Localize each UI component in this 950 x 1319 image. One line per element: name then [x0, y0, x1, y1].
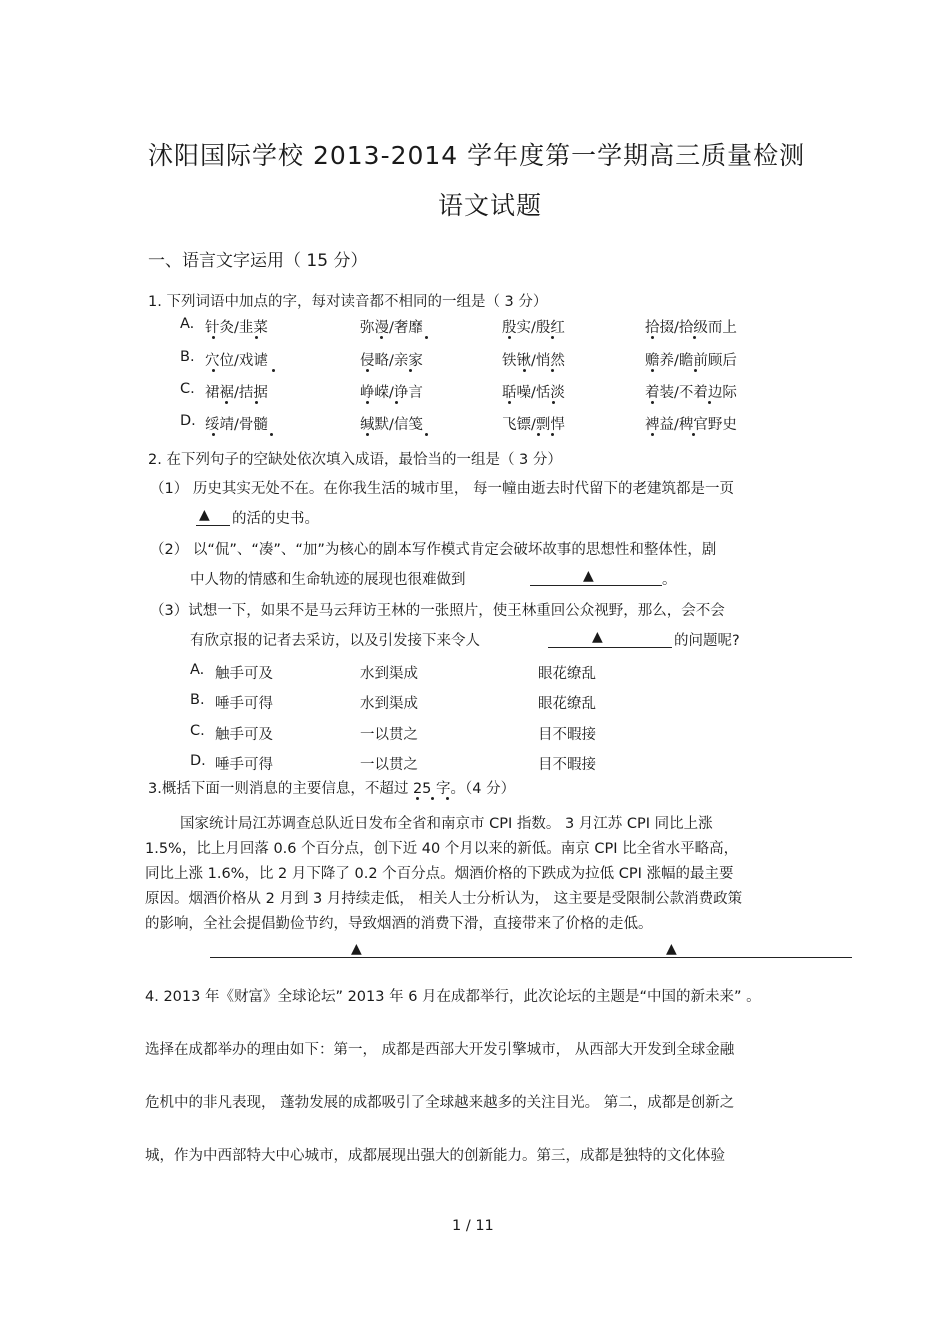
option-word: 飞镖/剽悍 [502, 417, 565, 433]
blank-marker: ▲ [592, 629, 603, 645]
option-word: 裨益/稗官野史 [645, 417, 737, 433]
option-idiom: 水到渠成 [360, 696, 418, 712]
q2-sentence-1a: （1） 历史其实无处不在。在你我生活的城市里， 每一幢由逝去时代留下的老建筑都是一页 [150, 481, 734, 497]
page-number: 1 / 11 [452, 1218, 494, 1234]
blank-marker: ▲ [666, 941, 677, 957]
blank-line [196, 525, 230, 526]
answer-line [210, 957, 852, 958]
q1-stem: 1. 下列词语中加点的字，每对读音都不相同的一组是（ 3 分） [148, 294, 548, 310]
option-idiom: 一以贯之 [360, 757, 418, 773]
option-word: 弥漫/奢靡 [360, 320, 423, 336]
option-label: B. [180, 349, 195, 365]
q3-stem: 3.概括下面一则消息的主要信息，不超过 25 字。（4 分） [148, 781, 516, 797]
option-idiom: 唾手可得 [215, 696, 273, 712]
option-word: 着装/不着边际 [645, 385, 737, 401]
q4-line-1: 4. 2013 年《财富》全球论坛” 2013 年 6 月在成都举行，此次论坛的主题是“中国的新未来” 。 [145, 989, 761, 1005]
option-word: 赡养/瞻前顾后 [645, 353, 737, 369]
q2-sentence-2c: 。 [662, 572, 677, 588]
option-idiom: 目不暇接 [538, 727, 596, 743]
option-label: B. [190, 692, 205, 708]
title-line-1: 沭阳国际学校 2013-2014 学年度第一学期高三质量检测 [148, 141, 806, 170]
q2-sentence-1b: 的活的史书。 [232, 511, 319, 527]
q2-sentence-2a: （2） 以“侃”、“凑”、“加”为核心的剧本写作模式肯定会破坏故事的思想性和整体性，剧 [150, 542, 717, 558]
q3-passage-line-5: 的影响，全社会提倡勤俭节约，导致烟酒的消费下滑，直接带来了价格的走低。 [145, 916, 653, 932]
blank-line [548, 647, 672, 648]
q4-line-3: 危机中的非凡表现， 蓬勃发展的成都吸引了全球越来越多的关注目光。 第二，成都是创新之 [145, 1095, 735, 1111]
q2-sentence-2b: 中人物的情感和生命轨迹的展现也很难做到 [190, 572, 466, 588]
q3-passage-line-1: 国家统计局江苏调查总队近日发布全省和南京市 CPI 指数。 3 月江苏 CPI 同比上涨 [180, 816, 713, 832]
option-label: D. [190, 753, 206, 769]
blank-line [530, 585, 662, 586]
blank-marker: ▲ [583, 568, 594, 584]
option-word: 针灸/韭菜 [205, 320, 268, 336]
blank-marker: ▲ [199, 507, 210, 523]
option-word: 绥靖/骨髓 [205, 417, 268, 433]
q3-passage-line-2: 1.5%，比上月回落 0.6 个百分点，创下近 40 个月以来的新低。南京 CPI 比全省水平略高， [145, 841, 739, 857]
option-word: 穴位/戏谑 [205, 353, 268, 369]
option-word: 侵略/亲家 [360, 353, 423, 369]
q3-passage-line-3: 同比上涨 1.6%，比 2 月下降了 0.2 个百分点。烟酒价格的下跌成为拉低 CPI 涨幅的最主要 [145, 866, 734, 882]
option-label: A. [190, 662, 205, 678]
option-idiom: 一以贯之 [360, 727, 418, 743]
section-heading: 一、语言文字运用（ 15 分） [148, 251, 368, 271]
option-word: 峥嵘/诤言 [360, 385, 423, 401]
option-idiom: 唾手可得 [215, 757, 273, 773]
option-idiom: 水到渠成 [360, 666, 418, 682]
option-idiom: 眼花缭乱 [538, 666, 596, 682]
option-word: 铁锹/悄然 [502, 353, 565, 369]
option-word: 裙裾/拮据 [205, 385, 268, 401]
q2-sentence-3b: 有欣京报的记者去采访，以及引发接下来令人 [190, 633, 480, 649]
option-label: C. [180, 381, 195, 397]
option-label: C. [190, 723, 205, 739]
q2-sentence-3a: （3）试想一下，如果不是马云拜访王林的一张照片，使王林重回公众视野，那么，会不会 [150, 603, 725, 619]
q4-line-2: 选择在成都举办的理由如下：第一， 成都是西部大开发引擎城市， 从西部大开发到全球金融 [145, 1042, 735, 1058]
option-idiom: 眼花缭乱 [538, 696, 596, 712]
option-word: 缄默/信笺 [360, 417, 423, 433]
option-idiom: 目不暇接 [538, 757, 596, 773]
q4-line-4: 城，作为中西部特大中心城市，成都展现出强大的创新能力。第三，成都是独特的文化体验 [145, 1148, 725, 1164]
option-word: 殷实/殷红 [502, 320, 565, 336]
option-idiom: 触手可及 [215, 727, 273, 743]
option-word: 拾掇/拾级而上 [645, 320, 737, 336]
q2-sentence-3c: 的问题呢? [674, 633, 740, 649]
blank-marker: ▲ [351, 941, 362, 957]
q3-passage-line-4: 原因。烟酒价格从 2 月到 3 月持续走低， 相关人士分析认为， 这主要是受限制公款消费政策 [145, 891, 743, 907]
option-label: A. [180, 316, 195, 332]
option-idiom: 触手可及 [215, 666, 273, 682]
option-word: 聒噪/恬淡 [502, 385, 565, 401]
q2-stem: 2. 在下列句子的空缺处依次填入成语，最恰当的一组是（ 3 分） [148, 452, 562, 468]
option-label: D. [180, 413, 196, 429]
title-line-2: 语文试题 [438, 191, 543, 220]
